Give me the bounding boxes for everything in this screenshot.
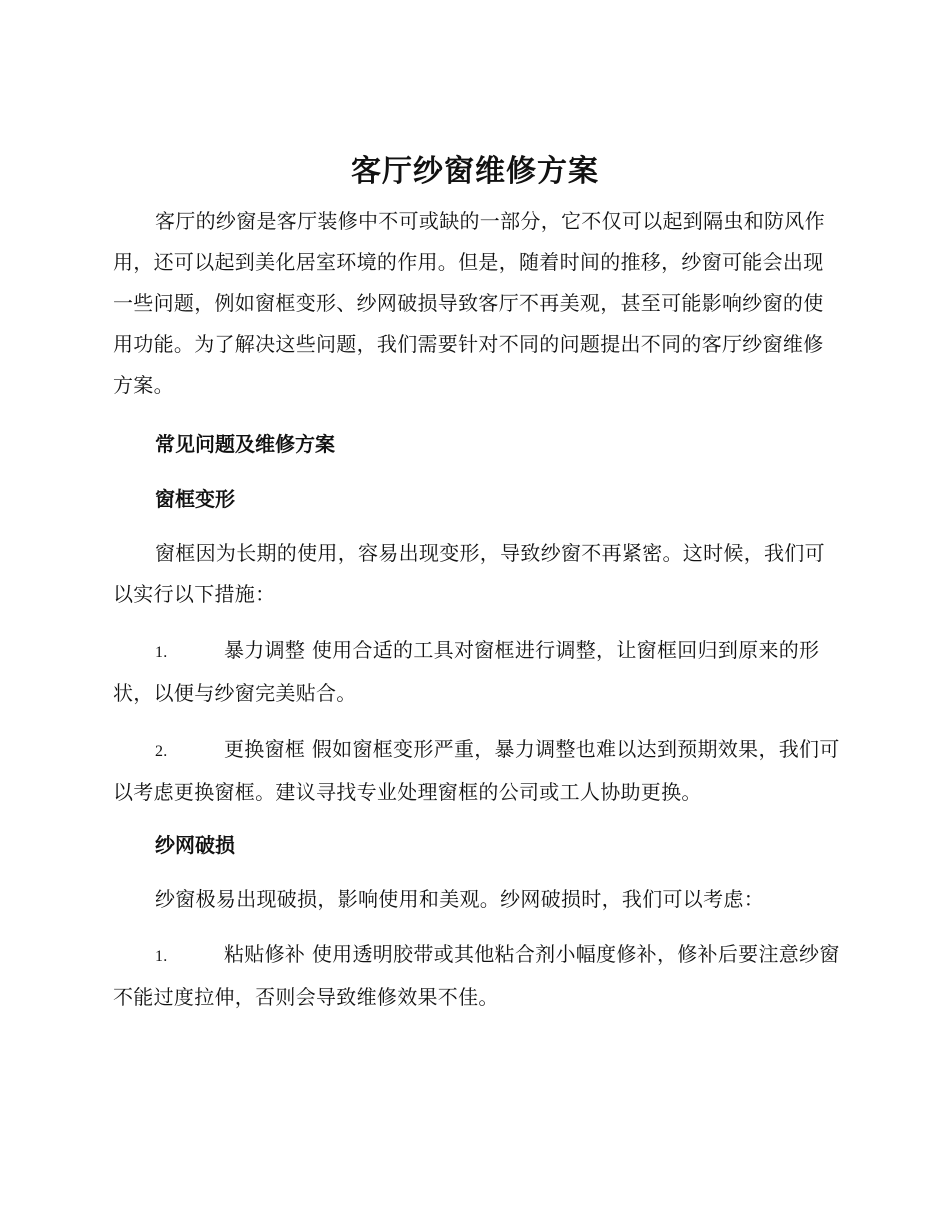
mesh-list-item-1 <box>113 934 840 1018</box>
list-item-text: 粘贴修补 使用透明胶带或其他粘合剂小幅度修补，修补后要注意纱窗不能过度拉伸，否则会导致维修效果不佳。 <box>113 942 840 1009</box>
list-item-text: 暴力调整 使用合适的工具对窗框进行调整，让窗框回归到原来的形状，以便与纱窗完美贴合。 <box>113 638 820 705</box>
frame-paragraph: 窗框因为长期的使用，容易出现变形，导致纱窗不再紧密。这时候，我们可以实行以下措施： <box>113 541 825 606</box>
list-number: 1. <box>155 644 168 661</box>
list-item-text: 更换窗框 假如窗框变形严重，暴力调整也难以达到预期效果，我们可以考虑更换窗框。建议寻找专业处理窗框的公司或工人协助更换。 <box>113 737 840 804</box>
intro-paragraph: 客厅的纱窗是客厅装修中不可或缺的一部分，它不仅可以起到隔虫和防风作用，还可以起到美化居室环境的作用。但是，随着时间的推移，纱窗可能会出现一些问题，例如窗框变形、纱网破损导致客厅不再美观，甚至可能影响纱窗的使用功能。为了解决这些问题，我们需要针对不同的问题提出不同的客厅纱窗维修方案。 <box>113 209 825 397</box>
list-number: 2. <box>155 743 168 760</box>
frame-list-item-2 <box>113 729 840 813</box>
document-title: 客厅纱窗维修方案 <box>351 154 599 189</box>
list-number: 1. <box>155 948 168 965</box>
mesh-heading: 纱网破损 <box>155 833 235 857</box>
section-heading: 常见问题及维修方案 <box>155 432 335 456</box>
frame-heading: 窗框变形 <box>155 487 235 511</box>
frame-list-item-1 <box>113 630 840 714</box>
mesh-paragraph: 纱窗极易出现破损，影响使用和美观。纱网破损时，我们可以考虑： <box>155 887 764 911</box>
